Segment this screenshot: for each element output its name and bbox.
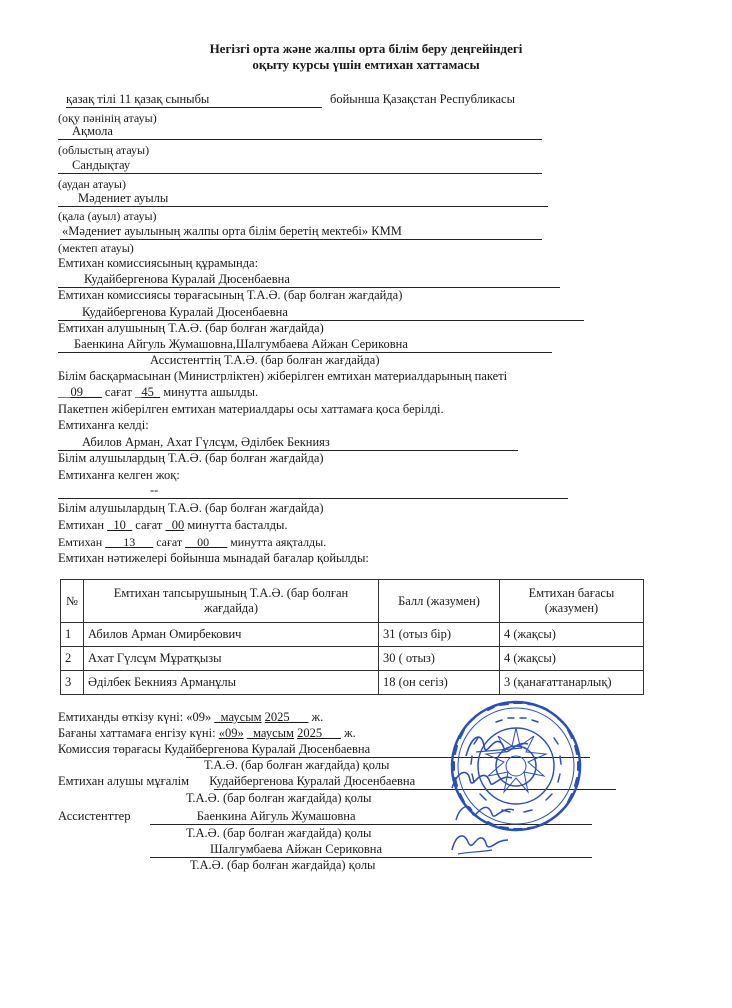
signature-icon <box>448 828 510 860</box>
entry-date-day: «09» <box>218 726 244 740</box>
start-hour-label: сағат <box>135 518 163 532</box>
results-intro: Емтихан нәтижелері бойынша мынадай бағалар қойылды: <box>58 551 369 565</box>
footer-assistant2-caption: Т.А.Ә. (бар болған жағдайда) қолы <box>190 858 376 872</box>
footer-examiner-name: Кудайбергенова Куралай Дюсенбаевна <box>209 774 416 788</box>
attended-names: Абилов Арман, Ахат Гүлсұм, Әділбек Бекнияз <box>82 435 330 449</box>
entry-date-row: Бағаны хаттамаға енгізу күні: «09» _маусым 2025___ ж. <box>58 726 356 740</box>
package-minute-label: минутта ашылды. <box>163 385 259 399</box>
entry-date-month: маусым <box>253 726 294 740</box>
doc-title-line1: Негізгі орта және жалпы орта білім беру деңгейіндегі <box>209 41 523 56</box>
subject-suffix: бойынша Қазақстан Республикасы <box>330 92 515 106</box>
commission-examiner-name: Кудайбергенова Куралай Дюсенбаевна <box>82 305 288 319</box>
entry-date-suffix: ж. <box>343 726 356 740</box>
footer-assistant1-row <box>58 809 356 824</box>
commission-examiner-caption: Емтихан алушының Т.А.Ә. (бар болған жағдайда) <box>58 321 324 335</box>
header-grade: Емтихан бағасы (жазумен) <box>500 580 644 623</box>
package-hour-label: сағат <box>104 385 132 399</box>
subject-value: қазақ тілі 11 қазақ сыныбы <box>66 92 210 106</box>
region-caption: (облыстың атауы) <box>58 143 150 157</box>
package-minute: 45 <box>141 385 154 399</box>
package-hour: 09 <box>70 385 83 399</box>
district-value: Сандықтау <box>72 158 131 172</box>
school-caption: (мектеп атауы) <box>58 241 134 255</box>
footer-chair-label: Комиссия төрағасы <box>58 742 162 756</box>
exam-date-month: маусым <box>220 710 262 724</box>
end-hour: 13 <box>123 535 136 549</box>
table-row <box>61 671 644 695</box>
row-grade: 4 (жақсы) <box>500 623 644 647</box>
end-suffix: минутта аяқталды. <box>230 535 327 549</box>
table-header-row <box>61 580 644 623</box>
footer-examiner-caption: Т.А.Ә. (бар болған жағдайда) қолы <box>186 791 372 805</box>
subject-caption: (оқу пәнінің атауы) <box>58 111 157 125</box>
footer-examiner-label: Емтихан алушы мұғалім <box>58 774 190 788</box>
footer-assistant2-name: Шалгумбаева Айжан Сериковна <box>210 842 383 856</box>
signature-icon <box>452 796 518 828</box>
district-caption: (аудан атауы) <box>58 177 126 191</box>
table-row <box>61 623 644 647</box>
row-name: Абилов Арман Омирбекович <box>84 623 379 647</box>
village-caption: (қала (ауыл) атауы) <box>58 209 157 223</box>
header-score: Балл (жазумен) <box>379 580 500 623</box>
footer-assistants-label: Ассистенттер <box>58 809 131 823</box>
package-attached: Пакетпен жіберілген емтихан материалдары осы хаттамаға қоса берілді. <box>58 402 444 416</box>
row-number: 3 <box>61 671 84 695</box>
header-name: Емтихан тапсырушының Т.А.Ә. (бар болған жағдайда) <box>84 580 379 623</box>
end-hour-label: сағат <box>156 535 183 549</box>
row-grade: 3 (қанағаттанарлық) <box>500 671 644 695</box>
start-minute: 00 <box>171 518 185 532</box>
signature-icon <box>446 762 516 796</box>
commission-chair-caption: Емтихан комиссиясы төрағасының Т.А.Ә. (бар болған жағдайда) <box>58 288 403 302</box>
exam-date-label: Емтиханды өткізу күні: «09» <box>58 710 212 724</box>
absent-names: -- <box>150 483 159 497</box>
row-number: 2 <box>61 647 84 671</box>
absent-underline <box>58 484 568 499</box>
results-table <box>60 579 644 695</box>
region-value: Ақмола <box>72 124 113 138</box>
header-number: № <box>61 580 84 623</box>
package-text: Білім басқармасынан (Министрліктен) жіберілген емтихан материалдарының пакеті <box>58 369 508 383</box>
end-minute: 00 <box>197 535 210 549</box>
table-row <box>61 647 644 671</box>
commission-assistants-name: Баенкина Айгуль Жумашовна,Шалгумбаева Айжан Сериковна <box>74 337 408 351</box>
commission-label: Емтихан комиссиясының құрамында: <box>58 256 259 270</box>
exam-date-row: Емтиханды өткізу күні: «09» _маусым 2025___ ж. <box>58 710 324 724</box>
start-hour: 10 <box>113 518 126 532</box>
footer-chair-row <box>58 742 370 757</box>
footer-chair-name: Кудайбергенова Куралай Дюсенбаевна <box>164 742 371 756</box>
entry-date-year: 2025 <box>297 726 323 740</box>
row-score: 30 ( отыз) <box>379 647 500 671</box>
commission-assistants-caption: Ассистенттің Т.А.Ә. (бар болған жағдайда) <box>150 353 380 367</box>
region-underline <box>58 125 542 140</box>
exam-date-suffix: ж. <box>311 710 324 724</box>
absent-label: Емтиханға келген жоқ: <box>58 468 180 482</box>
row-name: Әділбек Бекнияз Арманұлы <box>84 671 379 695</box>
footer-examiner-row <box>58 774 415 789</box>
row-number: 1 <box>61 623 84 647</box>
footer-assistant1-caption: Т.А.Ә. (бар болған жағдайда) қолы <box>186 826 372 840</box>
row-score: 18 (он сегіз) <box>379 671 500 695</box>
district-underline <box>58 159 542 174</box>
row-score: 31 (отыз бір) <box>379 623 500 647</box>
footer-chair-caption: Т.А.Ә. (бар болған жағдайда) қолы <box>204 758 390 772</box>
commission-chair-name: Кудайбергенова Куралай Дюсенбаевна <box>84 272 290 286</box>
absent-caption: Білім алушылардың Т.А.Ә. (бар болған жағдайда) <box>58 501 324 515</box>
row-grade: 4 (жақсы) <box>500 647 644 671</box>
start-suffix: минутта басталды. <box>187 518 288 532</box>
school-value: «Мәдениет ауылының жалпы орта білім беретің мектебі» КММ <box>62 224 402 238</box>
attended-caption: Білім алушылардың Т.А.Ә. (бар болған жағдайда) <box>58 451 324 465</box>
signature-icon <box>462 728 532 764</box>
attended-label: Емтиханға келді: <box>58 418 149 432</box>
doc-title-line2: оқыту курсы үшін емтихан хаттамасы <box>252 57 480 72</box>
start-time-row: Емтихан _10_ сағат _00 минутта басталды. <box>58 518 288 532</box>
village-value: Мәдениет ауылы <box>78 191 169 205</box>
entry-date-label: Бағаны хаттамаға енгізу күні: <box>58 726 216 740</box>
end-time-row: Емтихан ___13___ сағат __00___ минутта аяқталды. <box>58 535 327 549</box>
footer-assistant1-name: Баенкина Айгуль Жумашовна <box>196 809 356 823</box>
row-name: Ахат Гүлсұм Мұратқызы <box>84 647 379 671</box>
exam-date-year: 2025 <box>264 710 290 724</box>
end-prefix: Емтихан <box>58 535 103 549</box>
start-prefix: Емтихан <box>58 518 105 532</box>
package-time-row: __09___ сағат _45_ минутта ашылды. <box>58 385 259 399</box>
